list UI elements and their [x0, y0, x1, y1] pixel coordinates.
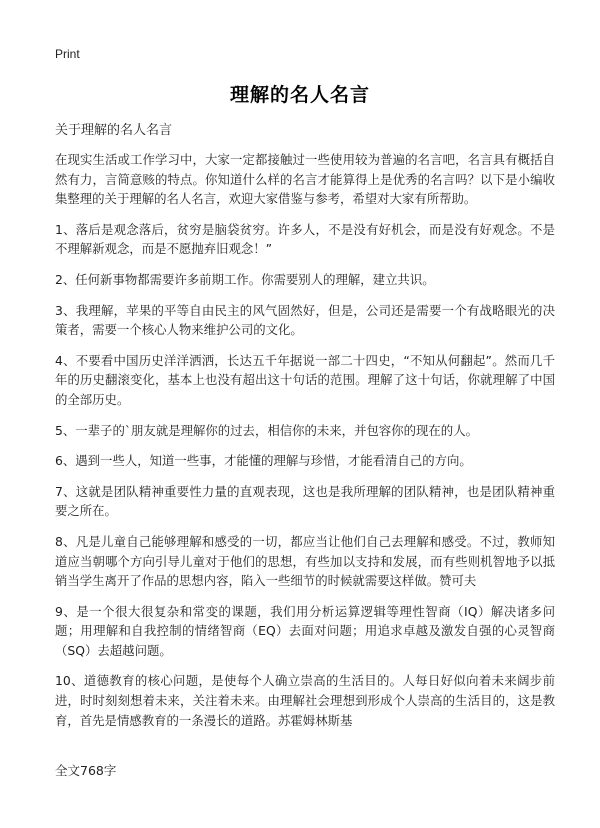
intro-paragraph: 在现实生活或工作学习中，大家一定都接触过一些使用较为普遍的名言吧，名言具有概括自然有力，言简意赅的特点。你知道什么样的名言才能算得上是优秀的名言吗？以下是小编收集整理的关于理解的名人名言，欢迎大家借鉴与参考，希望对大家有所帮助。 — [55, 152, 555, 207]
quote-paragraph-4: 4、不要看中国历史洋洋洒洒，长达五千年据说一部二十四史，“不知从何翻起”。然而几千年的历史翻滚变化，基本上也没有超出这十句话的范围。理解了这十句话，你就理解了中国的全部历史。 — [55, 352, 555, 407]
document-body — [55, 150, 555, 741]
print-label: Print — [55, 47, 80, 61]
quote-paragraph-7: 7、这就是团队精神重要性力量的直观表现，这也是我所理解的团队精神，也是团队精神重要之所在。 — [55, 483, 555, 519]
quote-paragraph-6: 6、遇到一些人，知道一些事，才能懂的理解与珍惜，才能看清自己的方向。 — [55, 453, 472, 469]
quote-paragraph-10: 10、道德教育的核心问题，是使每个人确立崇高的生活目的。人每日好似向着未来阔步前进，时时刻刻想着未来，关注着未来。由理解社会理想到形成个人崇高的生活目的，这是教育，首先是情感教育的一条漫长的道路。苏霍姆林斯基 — [55, 673, 555, 728]
quote-paragraph-9: 9、是一个很大很复杂和常变的课题，我们用分析运算逻辑等理性智商（IQ）解决诸多问题；用理解和自我控制的情绪智商（EQ）去面对问题；用追求卓越及激发自强的心灵智商（SQ）去超越问题。 — [55, 603, 555, 658]
document-subtitle: 关于理解的名人名言 — [55, 123, 173, 138]
word-count: 全文768字 — [55, 763, 117, 778]
quote-paragraph-1: 1、落后是观念落后，贫穷是脑袋贫穷。许多人，不是没有好机会，而是没有好观念。不是不理解新观念，而是不愿抛弃旧观念！” — [55, 221, 555, 257]
quote-paragraph-8: 8、凡是儿童自己能够理解和感受的一切，都应当让他们自己去理解和感受。不过，教师知道应当朝哪个方向引导儿童对于他们的思想，有些加以支持和发展，而有些则机智地予以抵销当学生离开了作品的思想内容，陷入一些细节的时候就需要这样做。赞可夫 — [55, 533, 555, 589]
quote-paragraph-2: 2、任何新事物都需要许多前期工作。你需要别人的理解，建立共识。 — [55, 271, 435, 287]
quote-paragraph-3: 3、我理解，苹果的平等自由民主的风气固然好，但是，公司还是需要一个有战略眼光的决策者，需要一个核心人物来维护公司的文化。 — [55, 302, 555, 338]
quote-paragraph-5: 5、一辈子的`朋友就是理解你的过去，相信你的未来，并包容你的现在的人。 — [55, 422, 478, 438]
document-title: 理解的名人名言 — [229, 84, 370, 106]
